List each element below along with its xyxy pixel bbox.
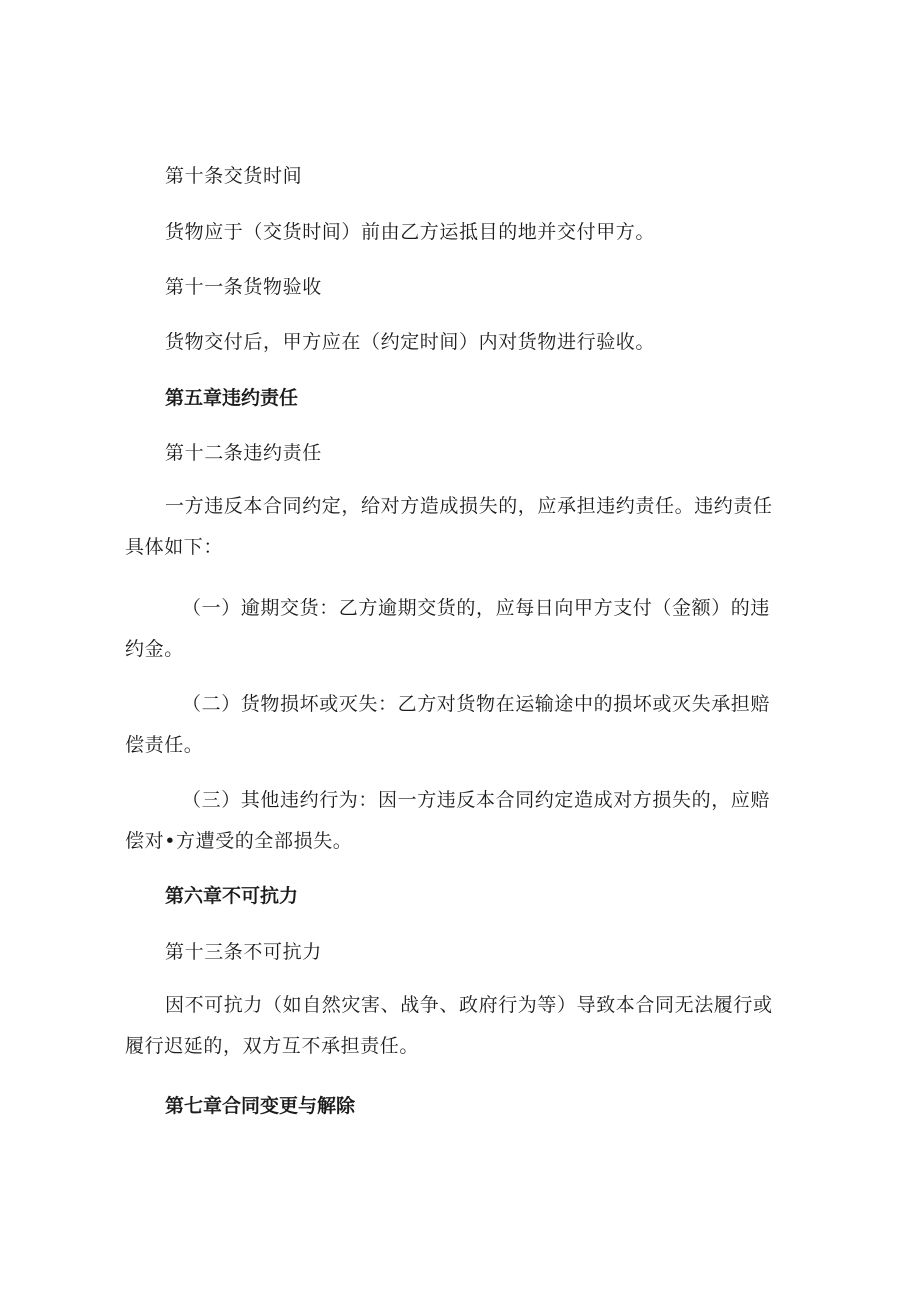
article-12-item-1: （一）逾期交货：乙方逾期交货的，应每日向甲方支付（金额）的违约金。 [125,597,771,660]
article-13-body: 因不可抗力（如自然灾害、战争、政府行为等）导致本合同无法履行或履行迟延的，双方互不承担责任。 [125,994,773,1057]
article-13-title: 第十三条不可抗力 [165,941,322,963]
article-11-body: 货物交付后，甲方应在（约定时间）内对货物进行验收。 [165,331,656,353]
chapter-6-heading: 第六章不可抗力 [165,885,299,907]
chapter-7-heading: 第七章合同变更与解除 [165,1095,356,1117]
chapter-5-heading: 第五章违约责任 [165,387,299,409]
article-12-body: 一方违反本合同约定，给对方造成损失的，应承担违约责任。违约责任具体如下： [125,495,773,558]
article-11-title: 第十一条货物验收 [165,276,322,298]
article-10-body: 货物应于（交货时间）前由乙方运抵目的地并交付甲方。 [165,221,656,243]
article-12-title: 第十二条违约责任 [165,442,322,464]
article-10-title: 第十条交货时间 [165,165,303,187]
article-12-item-3: （三）其他违约行为：因一方违反本合同约定造成对方损失的，应赔偿对•方遭受的全部损失。 [125,789,771,852]
article-12-item-2: （二）货物损坏或灭失：乙方对货物在运输途中的损坏或灭失承担赔偿责任。 [125,693,771,756]
